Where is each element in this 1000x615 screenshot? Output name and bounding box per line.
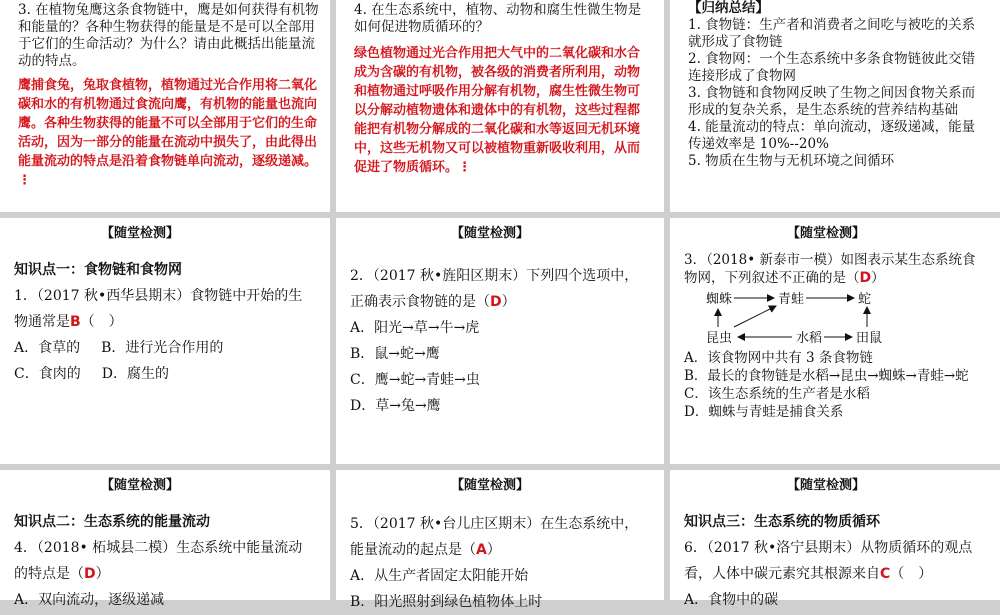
question-3: 3．（2018• 新泰市一模）如图表示某生态系统食物网，下列叙述不正确的是（D） [684,252,976,286]
answer-mark: A [476,542,487,558]
option-a: A．食物中的碳 [684,592,779,608]
answer-mark: B [70,314,81,330]
option-d: D．腐生的 [101,366,169,382]
panel-quiz-4 [0,470,330,608]
summary-item: 3. 食物链和食物网反映了生物之间因食物关系而形成的复杂关系，是生态系统的营养结构基础 [688,85,976,118]
option-a: A．从生产者固定太阳能开始 [350,568,529,584]
summary-item: 1. 食物链：生产者和消费者之间吃与被吃的关系就形成了食物链 [688,17,976,50]
knowledge-point-title: 知识点一：食物链和食物网 [14,262,182,278]
option-a: A．阳光→草→牛→虎 [350,320,480,336]
question-6: 6．（2017 秋•洛宁县期末）从物质循环的观点看，人体中碳元素究其根源来自C（ ） [684,540,973,582]
option-b: B．进行光合作用的 [101,340,224,356]
option-a: A．食草的 [14,340,81,356]
quiz-header: 【随堂检测】 [786,478,865,493]
option-b: B．最长的食物链是水稻→昆虫→蜘蛛→青蛙→蛇 [684,368,969,384]
option-c: C．鹰→蛇→青蛙→虫 [350,372,480,388]
node-kunchong: 昆虫 [706,331,733,346]
option-a: A．该食物网中共有 3 条食物链 [684,350,873,366]
answer-mark: D [84,566,96,582]
options-row [14,335,316,361]
panel-energy-question [0,0,330,212]
option-a: A．双向流动，逐级递减 [14,592,165,608]
quiz-header: 【随堂检测】 [450,478,529,493]
quiz-header: 【随堂检测】 [450,226,529,241]
question-4-text: 4. 在生态系统中，植物、动物和腐生性微生物是如何促进物质循环的？ [354,2,642,35]
question-4: 4．（2018• 柘城县二模）生态系统中能量流动的特点是（D） [14,540,303,582]
panel-quiz-2 [336,218,664,464]
food-web-diagram [704,289,904,349]
answer-4-text: 绿色植物通过光合作用把大气中的二氧化碳和水合成为含碳的有机物，被各级的消费者所利用，动物和植物通过呼吸作用分解有机物，腐生性微生物可以分解动植物遗体和遗体中的有机物，这些过程都能把有机物分解成的二氧化碳和水等返回无机环境中，这些无机物又可以被植物重新吸收利用，从而促进了物质循环。⋮ [354,46,641,175]
summary-item: 5. 物质在生物与无机环境之间循环 [688,153,895,169]
panel-quiz-3 [670,218,1000,464]
panel-summary [670,0,1000,212]
node-tianshu: 田鼠 [856,331,883,346]
quiz-header: 【随堂检测】 [100,226,179,241]
node-zhizhu: 蜘蛛 [706,292,733,307]
quiz-header: 【随堂检测】 [100,478,179,493]
node-she: 蛇 [858,292,872,307]
summary-item: 4. 能量流动的特点：单向流动，逐级递减，能量传递效率是 10%--20% [688,119,976,152]
panel-quiz-5 [336,470,664,610]
summary-item: 2. 食物网：一个生态系统中多条食物链彼此交错连接形成了食物网 [688,51,976,84]
question-5: 5．（2017 秋•台儿庄区期末）在生态系统中，能量流动的起点是（A） [350,516,639,558]
options-row [14,361,316,387]
option-b: B．鼠→蛇→鹰 [350,346,440,362]
knowledge-point-title: 知识点二：生态系统的能量流动 [14,514,210,530]
knowledge-point-title: 知识点三：生态系统的物质循环 [684,514,880,530]
question-3-text: 3. 在植物兔鹰这条食物链中，鹰是如何获得有机物和能量的？各种生物获得的能量是不是可以全部用于它们的生命活动？为什么？请由此概括出能量流动的特点。 [18,2,319,69]
option-c: C．该生态系统的生产者是水稻 [684,386,870,402]
question-2: 2．（2017 秋•旌阳区期末）下列四个选项中，正确表示食物链的是（D） [350,268,639,310]
option-b: B．阳光照射到绿色植物体上时 [350,594,543,610]
option-c: C．食肉的 [14,366,81,382]
option-d: D．蜘蛛与青蛙是捕食关系 [684,404,844,420]
answer-mark: D [859,270,872,286]
panel-quiz-6 [670,470,1000,608]
answer-3-text: 鹰捕食兔，兔取食植物，植物通过光合作用将二氧化碳和水的有机物通过食流向鹰，有机物的能量也流向鹰。各种生物获得的能量不可以全部用于它们的生命活动，因为一部分的能量在流动中损失了，由此得出能量流动的特点是沿着食物链单向流动，逐级递减。⋮ [18,78,318,188]
panel-cycle-question [336,0,664,212]
summary-title: 【归纳总结】 [688,0,769,16]
node-shuidao: 水稻 [796,331,823,346]
answer-mark: C [880,566,891,582]
arrow-kunchong-qingwa [734,306,776,327]
panel-quiz-1 [0,218,330,464]
quiz-header: 【随堂检测】 [786,226,865,241]
node-qingwa: 青蛙 [778,292,805,307]
answer-mark: D [490,294,502,310]
question-1: 1．（2017 秋•西华县期末）食物链中开始的生物通常是B（ ） [14,288,303,330]
option-d: D．草→兔→鹰 [350,398,441,414]
